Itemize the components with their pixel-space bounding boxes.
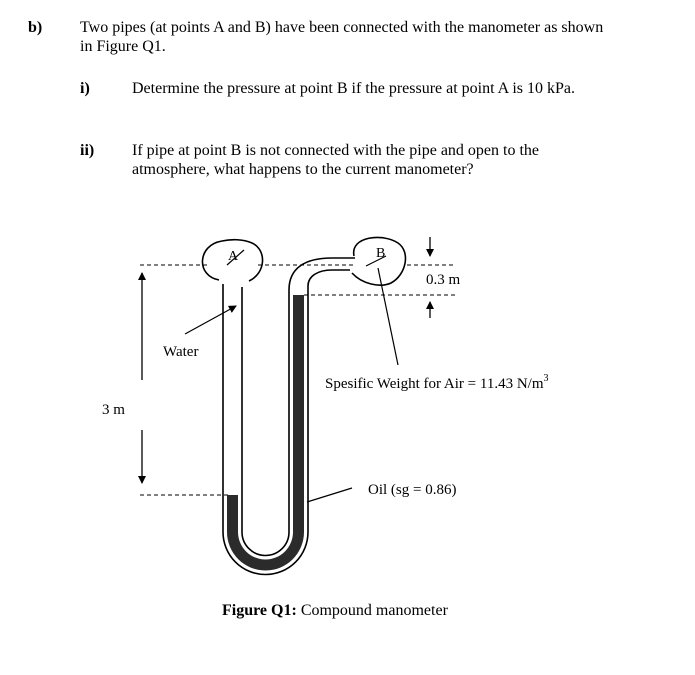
air-label-text: Spesific Weight for Air = 11.43 N/m [325,376,544,392]
figure-caption-rest: Compound manometer [296,602,448,619]
bulb-b [352,237,405,285]
dim-left-label: 3 m [102,402,125,418]
part-label: b) [28,19,43,36]
oil-right-column [293,295,304,532]
dim-top-label: 0.3 m [426,272,461,288]
water-leader-line [185,306,236,334]
air-leader-line [378,268,398,365]
label-b: B [376,246,386,261]
oil-label: Oil (sg = 0.86) [368,482,457,498]
oil-leader-line [307,488,352,502]
sub-question-i-text: Determine the pressure at point B if the pressure at point A is 10 kPa. [132,80,576,97]
figure-caption-bold: Figure Q1: [222,602,297,619]
air-label-superscript: 3 [543,373,549,384]
intro-line-2: in Figure Q1. [80,38,166,55]
air-label [325,373,548,392]
figure-caption [222,602,449,619]
water-label: Water [163,344,199,360]
sub-question-ii-line-2: atmosphere, what happens to the current manometer? [132,161,474,178]
pipe-markers [227,250,386,266]
intro-line-1: Two pipes (at points A and B) have been connected with the manometer as shown [80,19,604,36]
sub-question-ii-label: ii) [80,142,95,159]
sub-question-i-label: i) [80,80,90,97]
label-a: A [228,249,239,264]
oil-fill [227,295,304,571]
sub-question-ii-line-1: If pipe at point B is not connected with the pipe and open to the [132,142,540,159]
oil-left-column [227,495,238,532]
